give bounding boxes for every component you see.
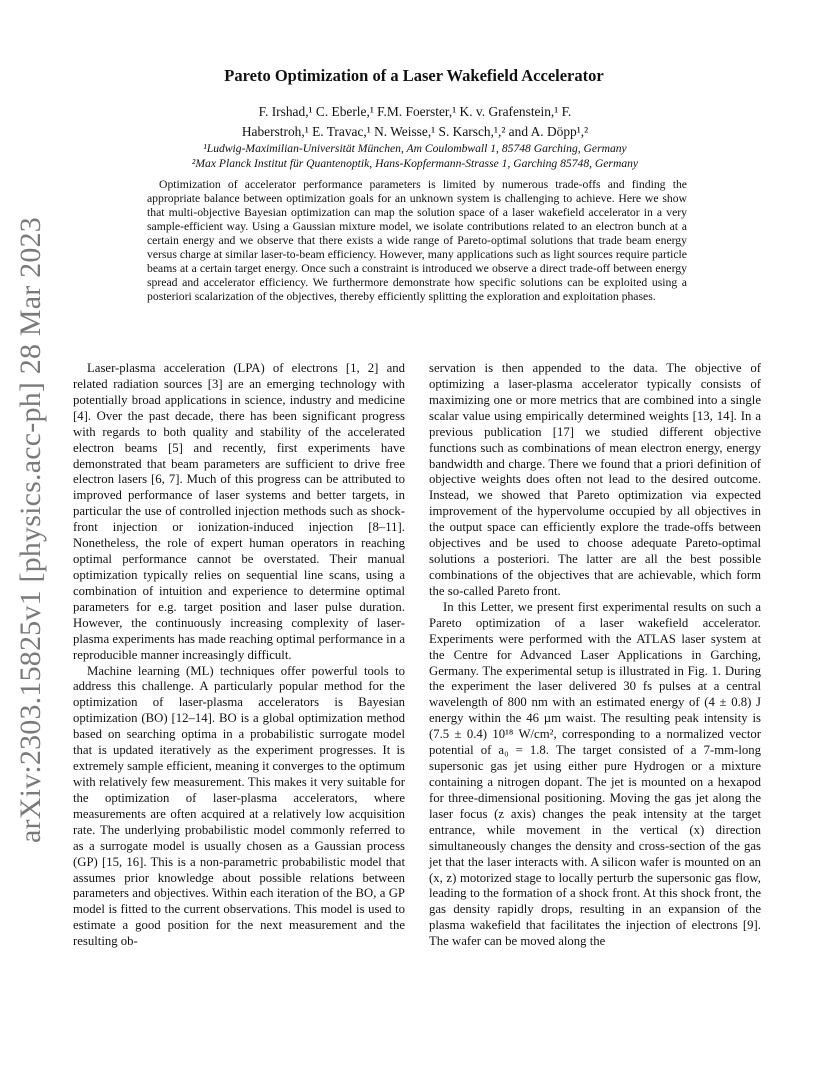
affiliation: ²Max Planck Institut für Quantenoptik, Hans-Kopfermann-Strasse 1, Garching 85748, Germany — [191, 157, 639, 170]
author-list — [190, 102, 640, 142]
paragraph: Machine learning (ML) techniques offer powerful tools to address this challenge. A particularly popular method for the optimization of laser-plasma accelerators is Bayesian optimization (BO) [12–14]. BO is a global optimization method based on searching optima in a probabilistic surrogate model that is updated iteratively as the experiment progresses. It is extremely sample efficient, meaning it converges to the optimum with relatively few measurement. This makes it very suitable for the optimization of laser-plasma accelerators, where measurements are often acquired at a relatively low acquisition rate. The underlying probabilistic model commonly referred to as a surrogate model is usually chosen as a Gaussian process (GP) [15, 16]. This is a non-parametric probabilistic model that assumes prior knowledge about possible relations between parameters and objectives. Within each iteration of the BO, a GP model is fitted to the current observations. This model is used to estimate a good position for the next measurement and the resulting ob- — [73, 663, 405, 949]
paragraph: servation is then appended to the data. The objective of optimizing a laser-plasma accelerator typically consists of maximizing one or more metrics that are combined into a single scalar value using empirically determined weights [13, 14]. In a previous publication [17] we studied different objective functions such as combinations of mean electron energy, energy bandwidth and charge. There we found that a priori definition of objective weights does often not lead to the desired outcome. Instead, we showed that Pareto optimization via expected improvement of the hypervolume occupied by all objectives in the output space can efficiently explore the trade-offs between objectives and be used to choose adequate Pareto-optimal solutions a posteriori. The latter are all the best possible combinations of the objectives that are achievable, which form the so-called Pareto front. — [429, 361, 761, 598]
right-column — [429, 361, 761, 950]
author-line: Haberstroh,¹ E. Travac,¹ N. Weisse,¹ S. Karsch,¹,² and A. Döpp¹,² — [241, 124, 589, 139]
author-line: F. Irshad,¹ C. Eberle,¹ F.M. Foerster,¹ K. v. Grafenstein,¹ F. — [258, 104, 572, 119]
arxiv-identifier: arXiv:2303.15825v1 [physics.acc-ph] 28 Mar 2023 — [14, 217, 48, 843]
left-column — [73, 361, 405, 950]
affiliation: ¹Ludwig-Maximilian-Universität München, Am Coulombwall 1, 85748 Garching, Germany — [203, 142, 627, 155]
paper-title: Pareto Optimization of a Laser Wakefield Accelerator — [224, 66, 604, 85]
abstract: Optimization of accelerator performance parameters is limited by numerous trade-offs and finding the appropriate balance between optimization goals for an unknown system is challenging to achieve. Here we show that multi-objective Bayesian optimization can map the solution space of a laser wakefield accelerator in a very sample-efficient way. Using a Gaussian mixture model, we isolate contributions related to an electron bunch at a certain energy and we observe that there exists a wide range of Pareto-optimal solutions that trade beam energy versus charge at similar laser-to-beam efficiency. However, many applications such as light sources require particle beams at a certain target energy. Once such a constraint is introduced we observe a direct trade-off between energy spread and accelerator efficiency. We furthermore demonstrate how specific solutions can be exploited using a posteriori scalarization of the objectives, thereby efficiently splitting the exploration and exploitation phases. — [147, 178, 687, 304]
paragraph: Laser-plasma acceleration (LPA) of electrons [1, 2] and related radiation sources [3] are an emerging technology with potentially broad applications in science, industry and medicine [4]. Over the past decade, there has been significant progress with regards to both quality and stability of the accelerated electron beams [5] and recently, first experiments have demonstrated that beam parameters are sufficient to drive free electron lasers [6, 7]. Much of this progress can be attributed to improved performance of laser systems and better targets, in particular the use of controlled injection methods such as shock-front injection or ionization-induced injection [8–11]. Nonetheless, the role of expert human operators in reaching optimal performance cannot be overstated. Their manual optimization typically relies on sequential line scans, using a combination of intuition and experience to determine optimal parameters for e.g. target position and laser pulse duration. However, the continuously increasing complexity of laser-plasma experiments has made reaching optimal performance in a reproducible manner increasingly difficult. — [73, 361, 405, 662]
paragraph: In this Letter, we present first experimental results on such a Pareto optimization of a laser wakefield accelerator. Experiments were performed with the ATLAS laser system at the Centre for Advanced Laser Applications in Garching, Germany. The experimental setup is illustrated in Fig. 1. During the experiment the laser delivered 30 fs pulses at a central wavelength of 800 nm with an estimated energy of (4 ± 0.8) J energy within the 46 µm waist. The resulting peak intensity is (7.5 ± 0.4) 10¹⁸ W/cm², corresponding to a normalized vector potential of a₀ = 1.8. The target consisted of a 7-mm-long supersonic gas jet using either pure Hydrogen or a mixture containing a nitrogen dopant. The jet is mounted on a hexapod for three-dimensional positioning. Moving the gas jet along the laser focus (z axis) changes the peak intensity at the target entrance, while movement in the vertical (x) direction simultaneously changes the density and cross-section of the gas jet that the laser interacts with. A silicon wafer is mounted on an (x, z) motorized stage to locally perturb the supersonic gas flow, leading to the formation of a shock front. At this shock front, the gas density rapidly drops, resulting in an expansion of the plasma wakefield that facilitates the injection of electrons [9]. The wafer can be moved along the — [429, 599, 761, 949]
